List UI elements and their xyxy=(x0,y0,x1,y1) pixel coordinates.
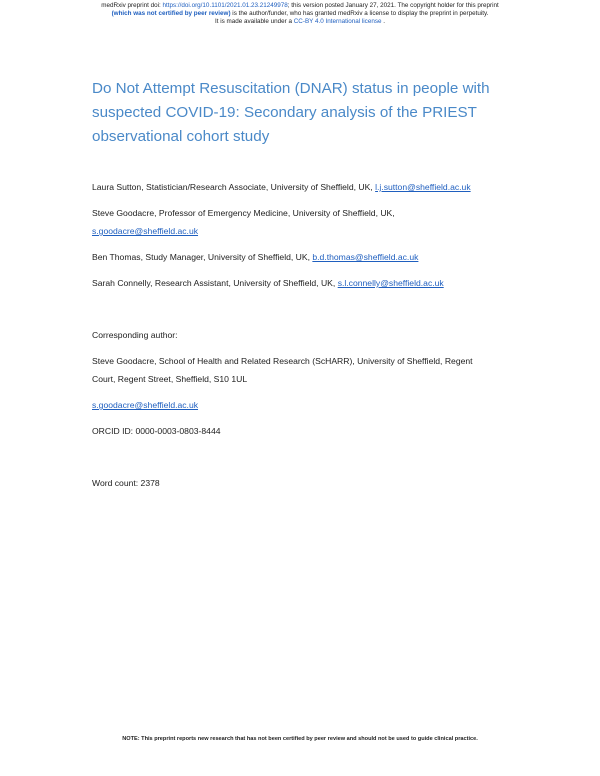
author-3-affiliation: Ben Thomas, Study Manager, University of Sheffield, UK, xyxy=(92,252,313,262)
author-2-email-line xyxy=(92,225,198,237)
corresponding-address-line-1: Steve Goodacre, School of Health and Related Research (ScHARR), University of Sheffield, Regent xyxy=(92,356,473,366)
corresponding-address-line-2: Court, Regent Street, Sheffield, S10 1UL xyxy=(92,374,248,384)
author-4 xyxy=(92,277,444,289)
preprint-header xyxy=(0,2,600,26)
header-copyright-text: ; this version posted January 27, 2021. The copyright holder for this preprint xyxy=(287,2,499,9)
preprint-footer-note: NOTE: This preprint reports new research that has not been certified by peer review and should not be used to guide clinical practice. xyxy=(122,736,478,742)
header-doi-prefix: medRxiv preprint doi: xyxy=(101,2,163,9)
author-2-email-link[interactable]: s.goodacre@sheffield.ac.uk xyxy=(92,226,199,236)
header-period: . xyxy=(381,18,385,25)
header-line-3 xyxy=(0,18,600,26)
author-4-affiliation: Sarah Connelly, Research Assistant, University of Sheffield, UK, xyxy=(92,278,338,288)
doi-link[interactable]: https://doi.org/10.1101/2021.01.23.21249978 xyxy=(162,2,288,9)
corresponding-label: Corresponding author: xyxy=(92,330,178,340)
word-count: Word count: 2378 xyxy=(92,478,160,488)
author-1-affiliation: Laura Sutton, Statistician/Research Associate, University of Sheffield, UK, xyxy=(92,182,376,192)
license-link[interactable]: CC-BY 4.0 International license xyxy=(293,18,382,25)
author-1 xyxy=(92,181,471,193)
header-line-2 xyxy=(0,10,600,18)
corresponding-email-link[interactable]: s.goodacre@sheffield.ac.uk xyxy=(92,400,199,410)
header-available-text: It is made available under a xyxy=(214,18,294,25)
author-4-email-link[interactable]: s.l.connelly@sheffield.ac.uk xyxy=(337,278,444,288)
corresponding-email-line xyxy=(92,399,198,411)
author-3-email-link[interactable]: b.d.thomas@sheffield.ac.uk xyxy=(312,252,419,262)
orcid-id: ORCID ID: 0000-0003-0803-8444 xyxy=(92,426,221,436)
header-peer-review-note: (which was not certified by peer review) xyxy=(111,10,231,17)
header-license-text: is the author/funder, who has granted medRxiv a license to display the preprint in perpetuity. xyxy=(230,10,489,17)
author-3 xyxy=(92,251,418,263)
author-2-affiliation: Steve Goodacre, Professor of Emergency Medicine, University of Sheffield, UK, xyxy=(92,208,395,218)
author-2 xyxy=(92,207,395,219)
author-1-email-link[interactable]: l.j.sutton@sheffield.ac.uk xyxy=(375,182,471,192)
header-line-1 xyxy=(0,2,600,10)
paper-title: Do Not Attempt Resuscitation (DNAR) status in people with suspected COVID-19: Secondary analysis of the PRIEST observational cohort study xyxy=(92,80,490,145)
